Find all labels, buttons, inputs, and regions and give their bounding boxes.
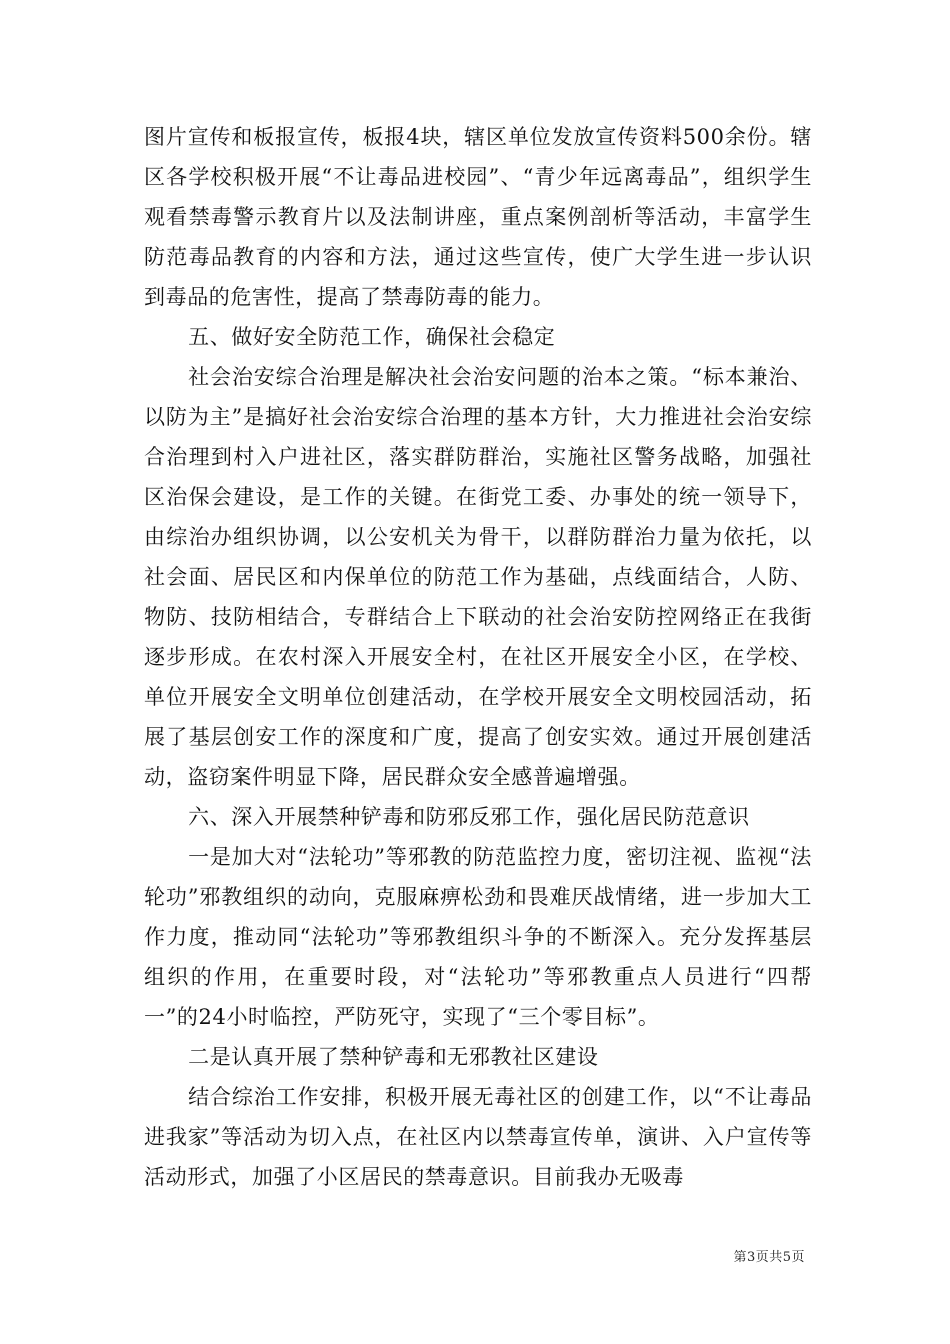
paragraph-continuation: 图片宣传和板报宣传，板报4块，辖区单位发放宣传资料500余份。辖区各学校积极开展“不让毒品进校园”、“青少年远离毒品”，组织学生观看禁毒警示教育片以及法制讲座，重点案例剖析等活动，丰富学生防范毒品教育的内容和方法，通过这些宣传，使广大学生进一步认识到毒品的危害性，提高了禁毒防毒的能力。 [144,125,812,309]
paragraph-cult-prevention: 一是加大对“法轮功”等邪教的防范监控力度，密切注视、监视“法轮功”邪教组织的动向，克服麻痹松劲和畏难厌战情绪，进一步加大工作力度，推动同“法轮功”等邪教组织斗争的不断深入。充分发挥基层组织的作用，在重要时段，对“法轮功”等邪教重点人员进行“四帮一”的24小时临控，严防死守，实现了“三个零目标”。 [144,845,812,1029]
paragraph-drug-free-community: 结合综治工作安排，积极开展无毒社区的创建工作，以“不让毒品进我家”等活动为切入点，在社区内以禁毒宣传单，演讲、入户宣传等活动形式，加强了小区居民的禁毒意识。目前我办无吸毒 [144,1085,812,1189]
document-body [144,117,812,1197]
section-heading-six: 六、深入开展禁种铲毒和防邪反邪工作，强化居民防范意识 [188,805,750,829]
paragraph-public-security: 社会治安综合治理是解决社会治安问题的治本之策。“标本兼治、以防为主”是搞好社会治安综合治理的基本方针，大力推进社会治安综合治理到村入户进社区，落实群防群治，实施社区警务战略，加强社区治保会建设，是工作的关键。在街党工委、办事处的统一领导下，由综治办组织协调，以公安机关为骨干，以群防群治力量为依托，以社会面、居民区和内保单位的防范工作为基础，点线面结合，人防、物防、技防相结合，专群结合上下联动的社会治安防控网络正在我街逐步形成。在农村深入开展安全村，在社区开展安全小区，在学校、单位开展安全文明单位创建活动，在学校开展安全文明校园活动，拓展了基层创安工作的深度和广度，提高了创安实效。通过开展创建活动，盗窃案件明显下降，居民群众安全感普遍增强。 [144,365,812,789]
section-heading-five: 五、做好安全防范工作，确保社会稳定 [188,325,556,349]
page-number-footer: 第3页共5页 [733,1250,805,1265]
subheading-drug-free-community: 二是认真开展了禁种铲毒和无邪教社区建设 [188,1045,599,1069]
